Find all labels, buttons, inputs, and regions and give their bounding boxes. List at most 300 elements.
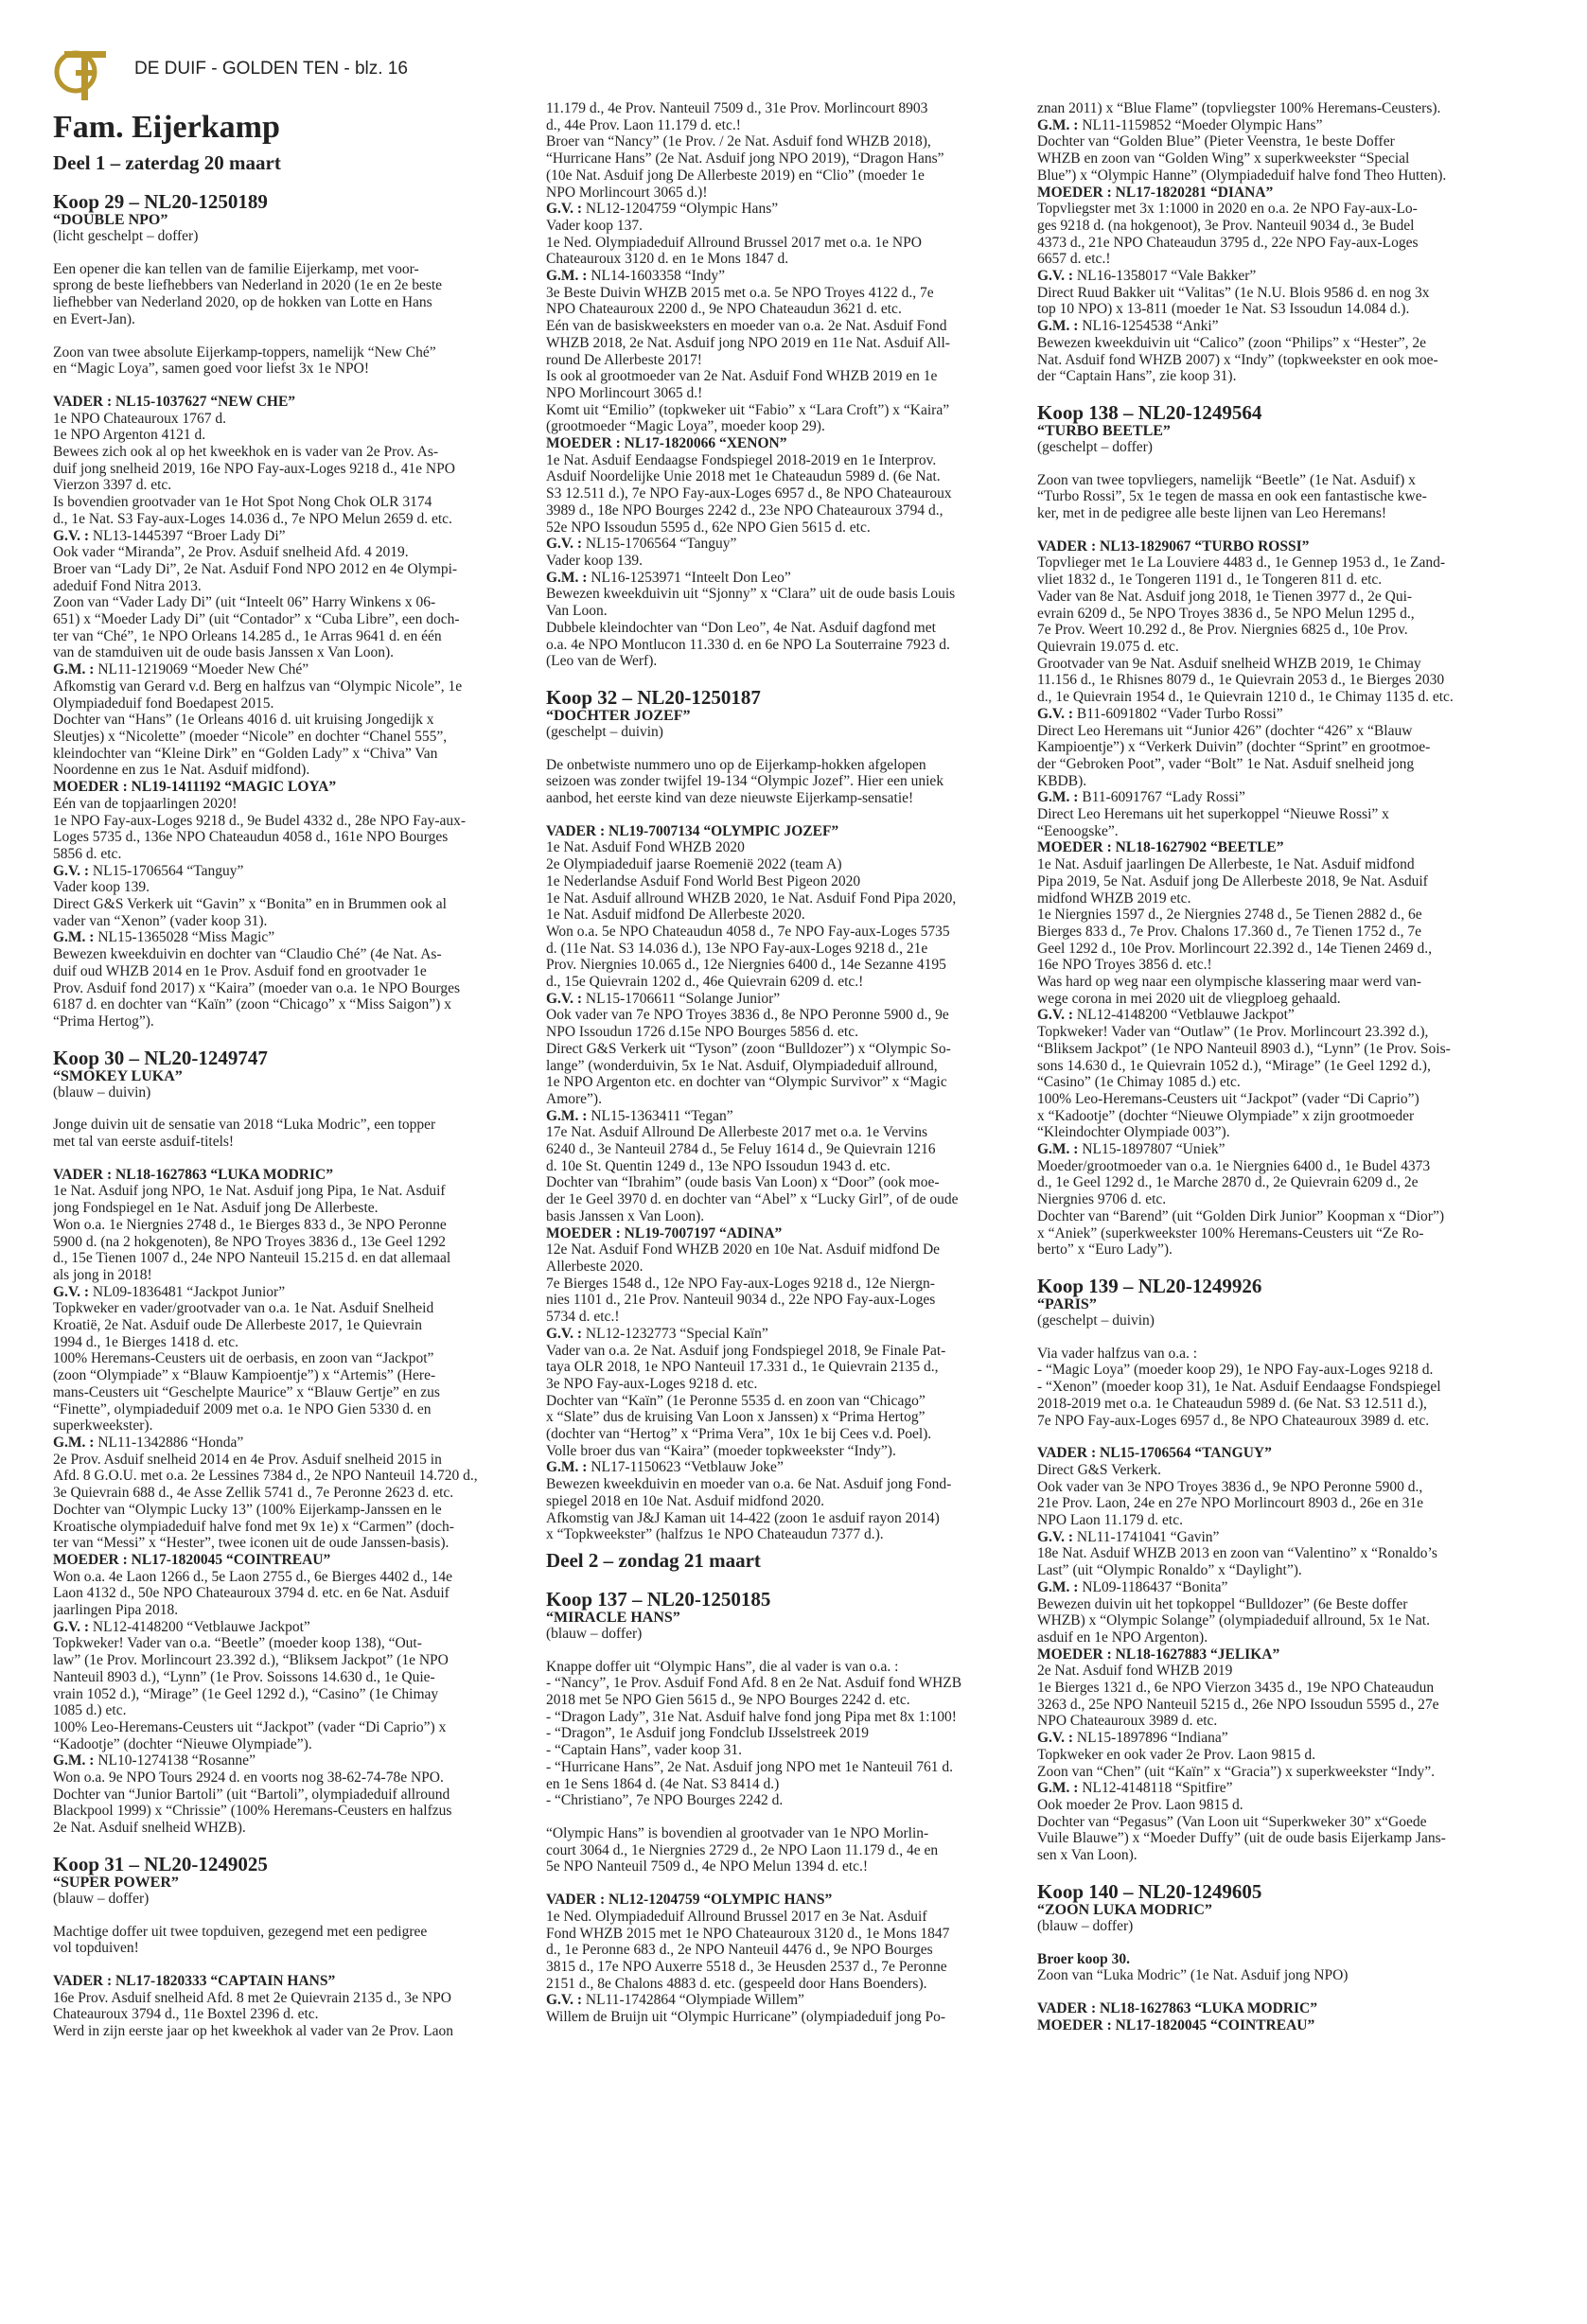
- relative-label: G.V. :: [546, 1992, 583, 2009]
- relative-label: G.M. :: [546, 268, 588, 285]
- lot-block: [53, 191, 545, 245]
- text-line: 2018 met 5e NPO Gien 5615 d., 9e NPO Bourges 2242 d. etc.: [546, 1692, 910, 1709]
- relative-text: NL11-1219069 “Moeder New Ché”: [94, 661, 309, 678]
- text-line: 1e Nat. Asduif allround WHZB 2020, 1e Nat. Asduif Fond Pipa 2020,: [546, 889, 957, 907]
- text-line: 2e Prov. Asduif snelheid 2014 en 4e Prov. Asduif snelheid 2015 in: [53, 1451, 442, 1468]
- paragraph: [53, 411, 545, 528]
- text-line: - “Nancy”, 1e Prov. Asduif Fond Afd. 8 en 2e Nat. Asduif fond WHZB: [546, 1675, 962, 1692]
- paragraph: [53, 1990, 545, 2040]
- relative-text: NL16-1358017 “Vale Bakker”: [1073, 268, 1257, 285]
- text-line: Afd. 8 G.O.U. met o.a. 2e Lessines 7384 d., 2e NPO Nanteuil 14.720 d.,: [53, 1468, 478, 1485]
- text-line: Won o.a. 5e NPO Chateaudun 4058 d., 7e NPO Fay-aux-Loges 5735: [546, 923, 950, 940]
- relative-line: [53, 661, 545, 678]
- text-line: Dochter van “Hans” (1e Orleans 4016 d. uit kruising Jongedijk x: [53, 712, 434, 729]
- paragraph: [1037, 133, 1529, 184]
- text-line: 52e NPO Issoudun 5595 d., 62e NPO Gien 5615 d. etc.: [546, 519, 871, 536]
- text-line: (zoon “Olympiade” x “Blauw Kampioentje”) x “Artemis” (Here-: [53, 1367, 436, 1384]
- relative-text: NL11-1742864 “Olympiade Willem”: [582, 1992, 804, 2009]
- text-line: Laon 4132 d., 50e NPO Chateauroux 3794 d. etc. en 6e Nat. Asduif: [53, 1585, 450, 1602]
- text-line: court 3064 d., 1e Niergnies 2729 d., 2e NPO Laon 11.179 d., 4e en: [546, 1841, 939, 1858]
- paragraph: [1037, 856, 1529, 1007]
- text-line: 3e NPO Fay-aux-Loges 9218 d. etc.: [546, 1375, 758, 1392]
- relative-line: [53, 929, 545, 946]
- text-line: Dochter van “Olympic Lucky 13” (100% Eijerkamp-Janssen en le: [53, 1501, 442, 1518]
- text-line: d., 15e Quievrain 1202 d., 46e Quievrain 6209 d. etc.!: [546, 974, 864, 991]
- paragraph: [1037, 555, 1529, 705]
- relative-text: NL09-1836481 “Jackpot Junior”: [89, 1283, 286, 1300]
- text-line: x “Aniek” (superkweekster 100% Heremans-Ceusters uit “Ze Ro-: [1037, 1224, 1424, 1241]
- text-line: vliet 1832 d., 1e Tongeren 1191 d., 1e Tongeren 811 d. etc.: [1037, 572, 1383, 589]
- text-line: NPO Laon 11.179 d. etc.: [1037, 1512, 1183, 1529]
- paragraph: [1037, 1158, 1529, 1259]
- relative-label: G.V. :: [53, 1283, 90, 1300]
- text-line: wege corona in mei 2020 uit de vliegploeg gehaald.: [1037, 990, 1341, 1007]
- relative-line: [53, 1619, 545, 1636]
- paragraph: [53, 1635, 545, 1752]
- text-line: WHZB 2018, 2e Nat. Asduif jong NPO 2019 en 11e Nat. Asduif All-: [546, 334, 950, 351]
- paragraph: [1037, 1797, 1529, 1864]
- text-line: basis Janssen x Van Loon).: [546, 1207, 705, 1224]
- lot-heading: Koop 137 – NL20-1250185: [546, 1587, 771, 1611]
- relative-line: [53, 1284, 545, 1301]
- text-line: Via vader halfzus van o.a. :: [1037, 1345, 1198, 1362]
- text-line: x “Topkweekster” (halfzus 1e NPO Chateaudun 7377 d.).: [546, 1526, 884, 1543]
- lot-name: “DOCHTER JOZEF”: [546, 707, 691, 724]
- relative-label: G.V. :: [1037, 705, 1074, 722]
- text-line: Geel 1292 d., 10e Prov. Morlincourt 22.392 d., 14e Tienen 2469 d.,: [1037, 940, 1433, 957]
- text-line: (10e Nat. Asduif jong De Allerbeste 2019) en “Clio” (moeder 1e: [546, 167, 925, 184]
- text-line: Vuile Blauwe”) x “Moeder Duffy” (uit de oude basis Eijerkamp Jans-: [1037, 1830, 1446, 1847]
- lot-heading: Koop 140 – NL20-1249605: [1037, 1879, 1262, 1903]
- spacer: [53, 378, 545, 394]
- section-heading: Deel 1 – zaterdag 20 maart: [53, 151, 281, 174]
- text-line: d., 1e Nat. S3 Fay-aux-Loges 14.036 d., 7e NPO Melun 2659 d. etc.: [53, 510, 452, 527]
- text-line: law” (1e Prov. Morlincourt 23.392 d.), “Bliksem Jackpot” (1e NPO: [53, 1652, 449, 1669]
- text-line: Pipa 2019, 5e Nat. Asduif jong De Allerbeste 2018, 9e Nat. Asduif: [1037, 872, 1428, 889]
- text-line: 100% Leo-Heremans-Ceusters uit “Jackpot” (vader “Di Caprio”) x: [53, 1718, 447, 1735]
- relative-label: G.M. :: [546, 1459, 588, 1476]
- relative-label: G.M. :: [546, 1107, 588, 1124]
- text-line: 2e Nat. Asduif fond WHZB 2019: [1037, 1663, 1233, 1680]
- paragraph: [1037, 723, 1529, 790]
- text-line: spiegel 2018 en 10e Nat. Asduif midfond 2020.: [546, 1492, 825, 1509]
- text-line: Topkweker en vader/grootvader van o.a. 1e Nat. Asduif Snelheid: [53, 1300, 434, 1317]
- text-line: round De Allerbeste 2017!: [546, 351, 702, 368]
- relative-line: [53, 528, 545, 545]
- text-line: o.a. 4e NPO Montlucon 11.330 d. en 6e NPO La Souterraine 7923 d.: [546, 636, 950, 653]
- relative-text: NL15-1706564 “Tanguy”: [89, 862, 244, 879]
- relative-line: [1037, 1579, 1529, 1596]
- text-line: Afkomstig van J&J Kaman uit 14-422 (zoon 1e asduif rayon 2014): [546, 1509, 940, 1526]
- text-line: Moeder/grootmoeder van o.a. 1e Niergnies 6400 d., 1e Budel 4373: [1037, 1157, 1431, 1174]
- text-line: Komt uit “Emilio” (topkweker uit “Fabio” x “Lara Croft”) x “Kaira”: [546, 401, 950, 418]
- text-line: 7e Prov. Weert 10.292 d., 8e Prov. Niergnies 6825 d., 10e Prov.: [1037, 622, 1408, 639]
- lot-heading: Koop 30 – NL20-1249747: [53, 1046, 268, 1069]
- spacer: [53, 1100, 545, 1117]
- text-line: Vader koop 139.: [53, 879, 150, 896]
- text-line: 5900 d. (na 2 hokgenoten), 8e NPO Troyes 3836 d., 13e Geel 1292: [53, 1233, 447, 1250]
- relative-line: [1037, 789, 1529, 806]
- relative-text: NL10-1274138 “Rosanne”: [94, 1752, 256, 1769]
- text-line: Direct G&S Verkerk.: [1037, 1461, 1162, 1478]
- text-line: 1e NPO Argenton etc. en dochter van “Olympic Survivor” x “Magic: [546, 1074, 947, 1091]
- text-line: Asduif Noordelijke Unie 2018 met 1e Chateaudun 5989 d. (6e Nat.: [546, 468, 941, 485]
- text-line: Ook vader van 7e NPO Troyes 3836 d., 8e NPO Peronne 5900 d., 9e: [546, 1007, 949, 1024]
- text-line: 1e Nat. Asduif jong NPO, 1e Nat. Asduif jong Pipa, 1e Nat. Asduif: [53, 1183, 446, 1200]
- text-line: Dochter van “Junior Bartoli” (uit “Bartoli”, olympiadeduif allround: [53, 1786, 450, 1803]
- text-line: Bewezen kweekduivin uit “Calico” (zoon “Philips” x “Hester”, 2e: [1037, 334, 1427, 351]
- text-line: Kroatische olympiadeduif halve fond met 9x 1e) x “Carmen” (doch-: [53, 1518, 454, 1535]
- relative-line: [546, 536, 1038, 553]
- relative-line: [546, 991, 1038, 1008]
- relative-line: [1037, 1141, 1529, 1158]
- paragraph: [546, 285, 1038, 435]
- relative-text: NL16-1254538 “Anki”: [1078, 318, 1219, 335]
- text-line: d. (11e Nat. S3 14.036 d.), 13e NPO Fay-aux-Loges 9218 d., 21e: [546, 940, 928, 957]
- text-line: en Evert-Jan).: [53, 310, 135, 327]
- text-line: Dochter van “Golden Blue” (Pieter Veenstra, 1e beste Doffer: [1037, 133, 1395, 150]
- text-line: - “Captain Hans”, vader koop 31.: [546, 1742, 743, 1759]
- paragraph: [546, 452, 1038, 537]
- text-line: Broer van “Nancy” (1e Prov. / 2e Nat. Asduif fond WHZB 2018),: [546, 133, 931, 150]
- text-line: Werd in zijn eerste jaar op het kweekhok al vader van 2e Prov. Laon: [53, 2023, 453, 2040]
- relative-label: G.M. :: [53, 1435, 95, 1451]
- text-line: Won o.a. 4e Laon 1266 d., 5e Laon 2755 d., 6e Bierges 4402 d., 14e: [53, 1568, 453, 1585]
- paragraph: [53, 1300, 545, 1435]
- text-line: Vader koop 139.: [546, 552, 644, 569]
- text-line: 2e Olympiadeduif jaarse Roemenië 2022 (team A): [546, 856, 842, 873]
- pedigree-heading: MOEDER : NL17-1820045 “COINTREAU”: [53, 1551, 331, 1568]
- spacer: [546, 807, 1038, 823]
- spacer: [1037, 1429, 1529, 1445]
- text-line: duif oud WHZB 2014 en 1e Prov. Asduif fond en grootvader 1e: [53, 962, 427, 979]
- text-line: jong Fondspiegel en 1e Nat. Asduif jong De Allerbeste.: [53, 1200, 379, 1217]
- lot-name: “MIRACLE HANS”: [546, 1609, 680, 1626]
- lot-heading: Koop 139 – NL20-1249926: [1037, 1275, 1262, 1297]
- text-line: Chateauroux 3794 d., 11e Boxtel 2396 d. etc.: [53, 2006, 319, 2023]
- paragraph: [546, 1825, 1038, 1875]
- paragraph: [53, 1924, 545, 1957]
- text-line: en 1e Sens 1864 d. (4e Nat. S3 8414 d.): [546, 1775, 780, 1792]
- relative-text: NL15-1706611 “Solange Junior”: [582, 990, 781, 1007]
- text-line: asduif en 1e NPO Argenton).: [1037, 1629, 1208, 1646]
- text-line: d., 1e Quievrain 1954 d., 1e Quievrain 1210 d., 1e Chimay 1135 d. etc.: [1037, 689, 1454, 706]
- text-line: Prov. Niergnies 10.065 d., 12e Niergnies 6400 d., 14e Sezanne 4195: [546, 957, 946, 974]
- paragraph: [53, 678, 545, 779]
- paragraph: [1037, 1462, 1529, 1529]
- text-line: 12e Nat. Asduif Fond WHZB 2020 en 10e Nat. Asduif midfond De: [546, 1241, 941, 1259]
- pedigree-heading: VADER : NL18-1627863 “LUKA MODRIC”: [53, 1166, 333, 1183]
- relative-label: G.V. :: [53, 527, 90, 544]
- relative-text: NL11-1741041 “Gavin”: [1073, 1528, 1220, 1545]
- text-line: vol topduiven!: [53, 1940, 139, 1957]
- relative-label: G.M. :: [1037, 1780, 1079, 1797]
- relative-text: NL14-1603358 “Indy”: [587, 268, 725, 285]
- paragraph: [1037, 285, 1529, 318]
- paragraph: [1037, 472, 1529, 522]
- text-line: Was hard op weg naar een olympische klassering maar werd van-: [1037, 974, 1421, 991]
- bold-note: Broer koop 30.: [1037, 1950, 1131, 1967]
- text-line: Nat. Asduif fond WHZB 2007) x “Indy” (topkweekster en ook moe-: [1037, 351, 1438, 368]
- text-line: 1085 d.) etc.: [53, 1702, 127, 1719]
- lot-description: (blauw – doffer): [546, 1625, 643, 1642]
- spacer: [546, 1809, 1038, 1825]
- text-line: “Casino” (1e Chimay 1085 d.) etc.: [1037, 1074, 1241, 1091]
- text-line: KBDB).: [1037, 772, 1087, 789]
- text-line: sons 14.630 d., 1e Quievrain 1052 d.), “Mirage” (1e Geel 1292 d.),: [1037, 1057, 1431, 1074]
- text-line: ker, met in de pedigree alle beste lijnen van Leo Heremans!: [1037, 505, 1387, 522]
- text-line: Dochter van “Kaïn” (1e Peronne 5535 d. en zoon van “Chicago”: [546, 1392, 926, 1409]
- text-line: Nanteuil 8903 d.), “Lynn” (1e Prov. Soissons 14.630 d., 1e Quie-: [53, 1668, 435, 1685]
- text-line: 1e Ned. Olympiadeduif Allround Brussel 2017 en 3e Nat. Asduif: [546, 1908, 927, 1925]
- text-line: en “Magic Loya”, samen goed voor liefst 3x 1e NPO!: [53, 361, 370, 378]
- text-line: - “Xenon” (moeder koop 31), 1e Nat. Asduif Eendaagse Fondspiegel: [1037, 1379, 1441, 1396]
- text-line: 11.156 d., 1e Rhisnes 8079 d., 1e Quievrain 2053 d., 1e Bierges 2030: [1037, 672, 1445, 689]
- text-line: NPO Issoudun 1726 d.15e NPO Bourges 5856 d. etc.: [546, 1024, 858, 1041]
- text-line: (Leo van de Werf).: [546, 653, 658, 670]
- lot-name: “PARIS”: [1037, 1296, 1097, 1312]
- relative-text: NL16-1253971 “Inteelt Don Leo”: [587, 569, 791, 586]
- relative-text: NL12-4148200 “Vetblauwe Jackpot”: [1073, 1007, 1295, 1024]
- text-line: Grootvader van 9e Nat. Asduif snelheid WHZB 2019, 1e Chimay: [1037, 655, 1421, 672]
- relative-label: G.M. :: [1037, 1141, 1079, 1158]
- text-line: - “Dragon Lady”, 31e Nat. Asduif halve fond jong Pipa met 8x 1:100!: [546, 1708, 957, 1725]
- running-title: DE DUIF - GOLDEN TEN - blz. 16: [134, 59, 408, 79]
- text-line: d. 10e St. Quentin 1249 d., 13e NPO Issoudun 1943 d. etc.: [546, 1157, 890, 1174]
- text-line: Olympiadeduif fond Boedapest 2015.: [53, 695, 274, 712]
- relative-label: G.V. :: [53, 1618, 90, 1635]
- text-line: WHZB en zoon van “Golden Wing” x superkweekster “Special: [1037, 150, 1410, 167]
- paragraph: [546, 2009, 1038, 2026]
- text-line: sen x Van Loon).: [1037, 1847, 1137, 1864]
- spacer: [1037, 522, 1529, 538]
- text-line: 21e Prov. Laon, 24e en 27e NPO Morlincourt 8903 d., 26e en 31e: [1037, 1495, 1423, 1512]
- paragraph: [546, 1241, 1038, 1326]
- relative-line: [546, 201, 1038, 218]
- text-line: met tal van eerste asduif-titels!: [53, 1134, 235, 1151]
- relative-text: NL12-1232773 “Special Kaïn”: [582, 1325, 768, 1342]
- relative-text: NL17-1150623 “Vetblauw Joke”: [587, 1459, 784, 1476]
- paragraph: [53, 344, 545, 378]
- text-line: Direct Leo Heremans uit het superkoppel “Nieuwe Rossi” x: [1037, 806, 1389, 823]
- relative-line: [1037, 1730, 1529, 1747]
- relative-line: [546, 1326, 1038, 1343]
- paragraph: [53, 1769, 545, 1837]
- text-line: 3e Quievrain 688 d., 4e Asse Zellik 5741 d., 7e Peronne 2623 d. etc.: [53, 1485, 454, 1502]
- text-line: “Prima Hertog”).: [53, 1012, 154, 1030]
- paragraph: [1037, 201, 1529, 268]
- text-line: Loges 5735 d., 136e NPO Chateaudun 4058 d., 161e NPO Bourges: [53, 829, 449, 846]
- section-heading: Deel 2 – zondag 21 maart: [546, 1548, 761, 1572]
- text-line: Chateauroux 3120 d. en 1e Mons 1847 d.: [546, 251, 789, 268]
- pedigree-heading: VADER : NL12-1204759 “OLYMPIC HANS”: [546, 1892, 833, 1909]
- text-line: Vader koop 137.: [546, 217, 644, 234]
- text-line: “Kadootje” (dochter “Nieuwe Olympiade”).: [53, 1735, 312, 1752]
- relative-label: G.M. :: [546, 569, 588, 586]
- paragraph: [1037, 1663, 1529, 1730]
- pedigree-heading: MOEDER : NL19-1411192 “MAGIC LOYA”: [53, 779, 337, 796]
- text-line: duif jong snelheid 2019, 16e NPO Fay-aux-Loges 9218 d., 41e NPO: [53, 460, 455, 477]
- relative-line: [1037, 1007, 1529, 1024]
- paragraph: [1037, 1024, 1529, 1141]
- text-line: Bewezen kweekduivin uit “Sjonny” x “Clara” uit de oude basis Louis: [546, 586, 956, 603]
- text-line: Direct Leo Heremans uit “Junior 426” (dochter “426” x “Blauw: [1037, 722, 1413, 739]
- text-line: Dubbele kleindochter van “Don Leo”, 4e Nat. Asduif dagfond met: [546, 619, 936, 636]
- spacer: [53, 1957, 545, 1973]
- paragraph: [1037, 1545, 1529, 1578]
- text-line: vader van “Xenon” (vader koop 31).: [53, 912, 268, 929]
- relative-label: G.V. :: [1037, 1730, 1074, 1747]
- text-line: 6187 d. en dochter van “Kaïn” (zoon “Chicago” x “Miss Saigon”) x: [53, 996, 451, 1013]
- text-line: x “Slate” dus de kruising Van Loon x Janssen) x “Prima Hertog”: [546, 1409, 926, 1426]
- text-line: Zoon van “Chen” (uit “Kaïn” x “Gracia”) x superkweekster “Indy”.: [1037, 1763, 1436, 1780]
- relative-label: G.V. :: [1037, 1007, 1074, 1024]
- relative-label: G.V. :: [1037, 1528, 1074, 1545]
- text-line: 1e NPO Chateauroux 1767 d.: [53, 410, 226, 427]
- text-line: Topkweker en ook vader 2e Prov. Laon 9815 d.: [1037, 1746, 1316, 1763]
- text-line: seizoen was zonder twijfel 19-134 “Olympic Jozef”. Hier een uniek: [546, 773, 944, 790]
- text-line: NPO Chateauroux 2200 d., 9e NPO Chateaudun 3621 d. etc.: [546, 301, 902, 318]
- text-line: 4373 d., 21e NPO Chateaudun 3795 d., 22e NPO Fay-aux-Loges: [1037, 234, 1419, 251]
- relative-text: NL11-1159852 “Moeder Olympic Hans”: [1078, 116, 1323, 133]
- relative-label: G.V. :: [546, 990, 583, 1007]
- text-line: - “Magic Loya” (moeder koop 29), 1e NPO Fay-aux-Loges 9218 d.: [1037, 1362, 1434, 1379]
- paragraph: [1037, 1596, 1529, 1646]
- relative-line: [546, 570, 1038, 587]
- lot-heading: Koop 29 – NL20-1250189: [53, 190, 268, 213]
- text-line: “Kleindochter Olympiade 003”).: [1037, 1124, 1230, 1141]
- paragraph: [1037, 1346, 1529, 1430]
- column-1: [53, 106, 545, 2040]
- text-line: Ook vader “Miranda”, 2e Prov. Asduif snelheid Afd. 4 2019.: [53, 544, 409, 561]
- paragraph: [1037, 335, 1529, 385]
- text-line: 651) x “Moeder Lady Di” (uit “Contador” x “Cuba Libre”, een doch-: [53, 611, 460, 628]
- text-line: Bewezen duivin uit het topkoppel “Bulldozer” (6e Beste doffer: [1037, 1595, 1408, 1612]
- lot-heading: Koop 32 – NL20-1250187: [546, 685, 761, 709]
- text-line: “Finette”, olympiadeduif 2009 met o.a. 1e NPO Gien 5330 d. en: [53, 1400, 432, 1417]
- text-line: NPO Morlincourt 3065 d.)!: [546, 184, 708, 201]
- relative-line: [53, 863, 545, 880]
- relative-text: NL15-1897807 “Uniek”: [1078, 1141, 1226, 1158]
- text-line: als jong in 2018!: [53, 1266, 152, 1283]
- text-line: der “Gebroken Poot”, vader “Bolt” 1e Nat. Asduif snelheid jong: [1037, 755, 1415, 772]
- lot-block: [53, 1854, 545, 1908]
- text-line: 100% Heremans-Ceusters uit de oerbasis, en zoon van “Jackpot”: [53, 1350, 434, 1367]
- paragraph: [1037, 1747, 1529, 1780]
- relative-label: G.V. :: [546, 536, 583, 553]
- relative-label: G.V. :: [53, 862, 90, 879]
- golden-ten-logo: [53, 47, 110, 102]
- relative-label: G.M. :: [1037, 789, 1079, 806]
- text-line: d., 15e Tienen 1007 d., 24e NPO Nanteuil 15.215 d. en dat allemaal: [53, 1250, 451, 1267]
- lot-name: “TURBO BEETLE”: [1037, 422, 1171, 439]
- text-line: Last” (uit “Olympic Ronaldo” x “Daylight”).: [1037, 1562, 1302, 1579]
- paragraph: [546, 586, 1038, 670]
- text-line: De onbetwiste nummero uno op de Eijerkamp-hokken afgelopen: [546, 756, 926, 773]
- text-line: 18e Nat. Asduif WHZB 2013 en zoon van “Valentino” x “Ronaldo’s: [1037, 1545, 1437, 1562]
- spacer: [1037, 1935, 1529, 1951]
- paragraph: [53, 879, 545, 929]
- text-line: 1e Niergnies 1597 d., 2e Niergnies 2748 d., 5e Tienen 2882 d., 6e: [1037, 907, 1422, 924]
- text-line: 7e Bierges 1548 d., 12e NPO Fay-aux-Loges 9218 d., 12e Niergn-: [546, 1275, 935, 1292]
- text-line: Dochter van “Pegasus” (Van Loon uit “Superkweker 30” x“Goede: [1037, 1813, 1427, 1830]
- pedigree-heading: MOEDER : NL17-1820045 “COINTREAU”: [1037, 2016, 1315, 2034]
- text-line: 7e NPO Fay-aux-Loges 6957 d., 8e NPO Chateauroux 3989 d. etc.: [1037, 1412, 1430, 1429]
- lot-description: (geschelpt – duivin): [1037, 1312, 1155, 1329]
- text-line: (grootmoeder “Magic Loya”, moeder koop 29).: [546, 418, 825, 435]
- text-line: sprong de beste liefhebbers van Nederland in 2020 (1e en 2e beste: [53, 277, 443, 294]
- paragraph: [546, 1124, 1038, 1224]
- relative-text: B11-6091767 “Lady Rossi”: [1078, 789, 1245, 806]
- text-line: Blackpool 1999) x “Chrissie” (100% Heremans-Ceusters en halfzus: [53, 1803, 452, 1820]
- relative-line: [1037, 117, 1529, 134]
- text-line: Prov. Asduif fond 2017) x “Kaira” (moeder van o.a. 1e NPO Bourges: [53, 979, 461, 996]
- relative-label: G.M. :: [53, 1752, 95, 1769]
- text-line: 6240 d., 3e Nanteuil 2784 d., 5e Feluy 1614 d., 9e Quievrain 1216: [546, 1141, 936, 1158]
- text-line: aanbod, het eerste kind van deze nieuwste Eijerkamp-sensatie!: [546, 790, 914, 807]
- text-line: Bewezen kweekduivin en moeder van o.a. 6e Nat. Asduif jong Fond-: [546, 1476, 952, 1493]
- relative-text: NL12-4148118 “Spitfire”: [1078, 1780, 1233, 1797]
- lot-name: “DOUBLE NPO”: [53, 212, 168, 228]
- text-line: Jonge duivin uit de sensatie van 2018 “Luka Modric”, een topper: [53, 1117, 436, 1134]
- text-line: superkweekster).: [53, 1417, 153, 1435]
- text-line: Knappe doffer uit “Olympic Hans”, die al vader is van o.a. :: [546, 1658, 899, 1675]
- text-line: Broer van “Lady Di”, 2e Nat. Asduif Fond NPO 2012 en 4e Olympi-: [53, 560, 458, 577]
- text-line: Ook vader van 3e NPO Troyes 3836 d., 9e NPO Peronne 5900 d.,: [1037, 1478, 1423, 1495]
- text-line: Bewezen kweekduivin en dochter van “Claudio Ché” (4e Nat. As-: [53, 946, 442, 963]
- text-line: Van Loon.: [546, 603, 608, 620]
- text-line: top 10 NPO) x 13-811 (moeder 1e Nat. S3 Issoudun 14.084 d.).: [1037, 301, 1410, 318]
- relative-text: NL12-4148200 “Vetblauwe Jackpot”: [89, 1618, 310, 1635]
- text-line: Won o.a. 9e NPO Tours 2924 d. en voorts nog 38-62-74-78e NPO.: [53, 1769, 444, 1787]
- text-line: adeduif Fond Nitra 2013.: [53, 577, 202, 594]
- relative-label: G.M. :: [1037, 116, 1079, 133]
- pedigree-heading: MOEDER : NL18-1627902 “BEETLE”: [1037, 839, 1284, 856]
- relative-label: G.M. :: [53, 661, 95, 678]
- lot-block: [546, 687, 1038, 741]
- spacer: [53, 328, 545, 344]
- text-line: Dochter van “Barend” (uit “Golden Dirk Junior” Koopman x “Dior”): [1037, 1207, 1444, 1224]
- text-line: znan 2011) x “Blue Flame” (topvliegster 100% Heremans-Ceusters).: [1037, 100, 1441, 116]
- text-line: 1e Nat. Asduif Fond WHZB 2020: [546, 839, 745, 856]
- text-line: 3e Beste Duivin WHZB 2015 met o.a. 5e NPO Troyes 4122 d., 7e: [546, 284, 934, 301]
- spacer: [546, 1875, 1038, 1892]
- paragraph: [546, 1909, 1038, 1993]
- paragraph: [1037, 1967, 1529, 1984]
- paragraph: [53, 1117, 545, 1150]
- family-title: Fam. Eijerkamp: [53, 110, 280, 145]
- lot-description: (geschelpt – duivin): [546, 723, 663, 740]
- text-line: 17e Nat. Asduif Allround De Allerbeste 2017 met o.a. 1e Vervins: [546, 1124, 928, 1141]
- text-line: nies 1101 d., 21e Prov. Nanteuil 9034 d., 22e NPO Fay-aux-Loges: [546, 1292, 936, 1309]
- paragraph: [53, 1569, 545, 1619]
- text-line: 3815 d., 17e NPO Auxerre 5518 d., 3e Heusden 2537 d., 7e Peronne: [546, 1958, 947, 1975]
- pedigree-heading: VADER : NL15-1037627 “NEW CHE”: [53, 393, 296, 410]
- lot-description: (blauw – doffer): [1037, 1917, 1134, 1934]
- paragraph: [546, 1007, 1038, 1107]
- text-line: Noordenne en zus 1e Nat. Asduif midfond).: [53, 762, 310, 779]
- text-line: Amore”).: [546, 1090, 602, 1107]
- text-line: 16e Prov. Asduif snelheid Afd. 8 met 2e Quievrain 2135 d., 3e NPO: [53, 1989, 451, 2006]
- pedigree-heading: VADER : NL17-1820333 “CAPTAIN HANS”: [53, 1972, 336, 1989]
- text-line: Machtige doffer uit twee topduiven, gezegend met een pedigree: [53, 1923, 428, 1940]
- column-2: [546, 100, 1038, 2026]
- lot-block: [1037, 402, 1529, 456]
- lot-heading: Koop 31 – NL20-1249025: [53, 1852, 268, 1875]
- relative-text: NL13-1445397 “Broer Lady Di”: [89, 527, 286, 544]
- text-line: “Turbo Rossi”, 5x 1e tegen de massa en ook een fantastische kwe-: [1037, 488, 1427, 505]
- pedigree-heading: MOEDER : NL19-7007197 “ADINA”: [546, 1224, 783, 1241]
